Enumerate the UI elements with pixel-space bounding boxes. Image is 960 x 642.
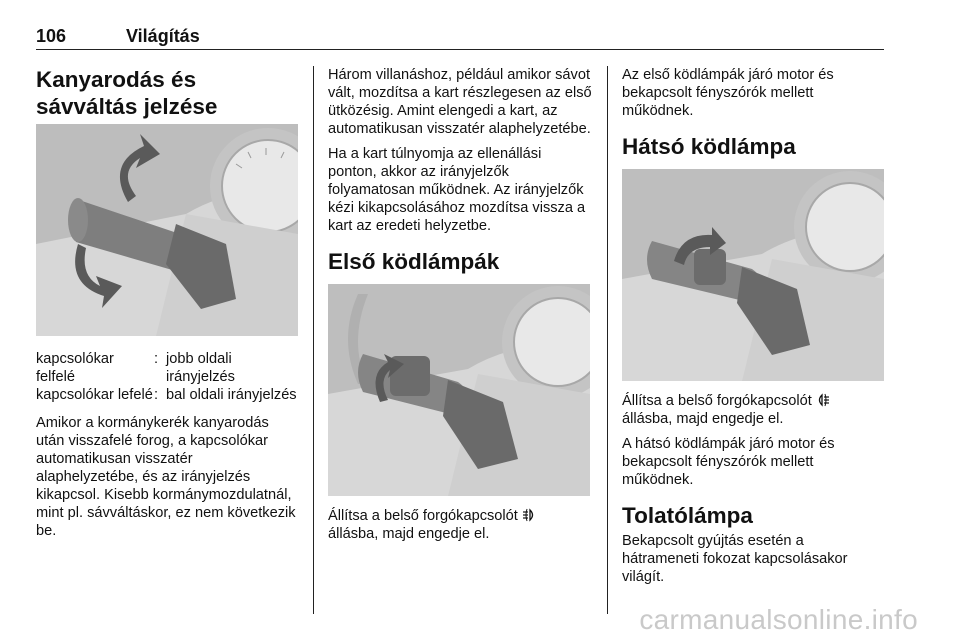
column-1: [36, 66, 298, 540]
definition-separator: :: [154, 387, 159, 403]
caption-before: Állítsa a belső forgókapcsolót: [622, 393, 812, 409]
section-heading-front-fog: Első ködlámpák: [328, 249, 500, 274]
paragraph: Az első ködlámpák járó motor és bekapcsolt fényszórók mellett működnek.: [622, 67, 834, 119]
watermark: carmanualsonline.info: [639, 604, 918, 635]
caption-before: Állítsa a belső forgókapcsolót: [328, 508, 518, 524]
section-heading-rear-fog: Hátsó ködlámpa: [622, 134, 796, 159]
column-divider: [313, 66, 314, 614]
rear-fog-instruction: [622, 392, 884, 428]
paragraph: Bekapcsolt gyújtás esetén a hátrameneti fokozat kapcsolásakor világít.: [622, 533, 848, 585]
paragraph: Ha a kart túlnyomja az ellenállási ponton, akkor az irányjelzők folyamatosan működnek. Az irányjelzők kézi kikapcsolásához mozdítsa vissza a kart az eredeti helyzetbe.: [328, 146, 586, 234]
column-2: [328, 66, 594, 543]
caption-after: állásba, majd engedje el.: [328, 526, 490, 542]
rear-fog-switch-illustration: [622, 169, 884, 381]
chapter-title: Világítás: [126, 26, 200, 46]
front-fog-switch-illustration: [328, 284, 590, 496]
definition-description: bal oldali irányjelzés: [166, 387, 297, 403]
paragraph: A hátsó ködlámpák járó motor és bekapcsolt fényszórók mellett működnek.: [622, 436, 835, 488]
column-divider: [607, 66, 608, 614]
rear-fog-lamp-icon: [816, 393, 830, 407]
page-header: [36, 22, 884, 50]
front-fog-lamp-icon: [522, 508, 536, 522]
caption-after: állásba, majd engedje el.: [622, 411, 784, 427]
column-3: [622, 66, 884, 586]
definition-description: jobb oldali irányjelzés: [166, 351, 235, 385]
section-heading-reversing-lamp: Tolatólámpa: [622, 503, 753, 528]
definition-term: kapcsolókar lefelé: [36, 387, 153, 403]
definition-term: kapcsolókar felfelé: [36, 351, 114, 385]
paragraph: Három villanáshoz, például amikor sávot vált, mozdítsa a kart részlegesen az első ütközésig. Amint elengedi a kart, az automatikusan visszatér alaphelyzetébe.: [328, 67, 592, 137]
front-fog-instruction: [328, 507, 594, 543]
page-number: 106: [36, 26, 67, 46]
turn-signal-lever-illustration: [36, 124, 298, 336]
section-heading-turn-signal: Kanyarodás és sávváltás jelzése: [36, 67, 218, 119]
definition-row: [36, 386, 298, 404]
paragraph: Amikor a kormánykerék kanyarodás után visszafelé forog, a kapcsolókar automatikusan visszatér alaphelyzetébe, és az irányjelzés kikapcsol. Kisebb kormánymozdulatnál, mint pl. sávváltáskor, ez nem következik be.: [36, 415, 296, 539]
definition-separator: :: [154, 351, 159, 367]
lever-direction-table: [36, 350, 298, 404]
definition-row: [36, 350, 298, 386]
